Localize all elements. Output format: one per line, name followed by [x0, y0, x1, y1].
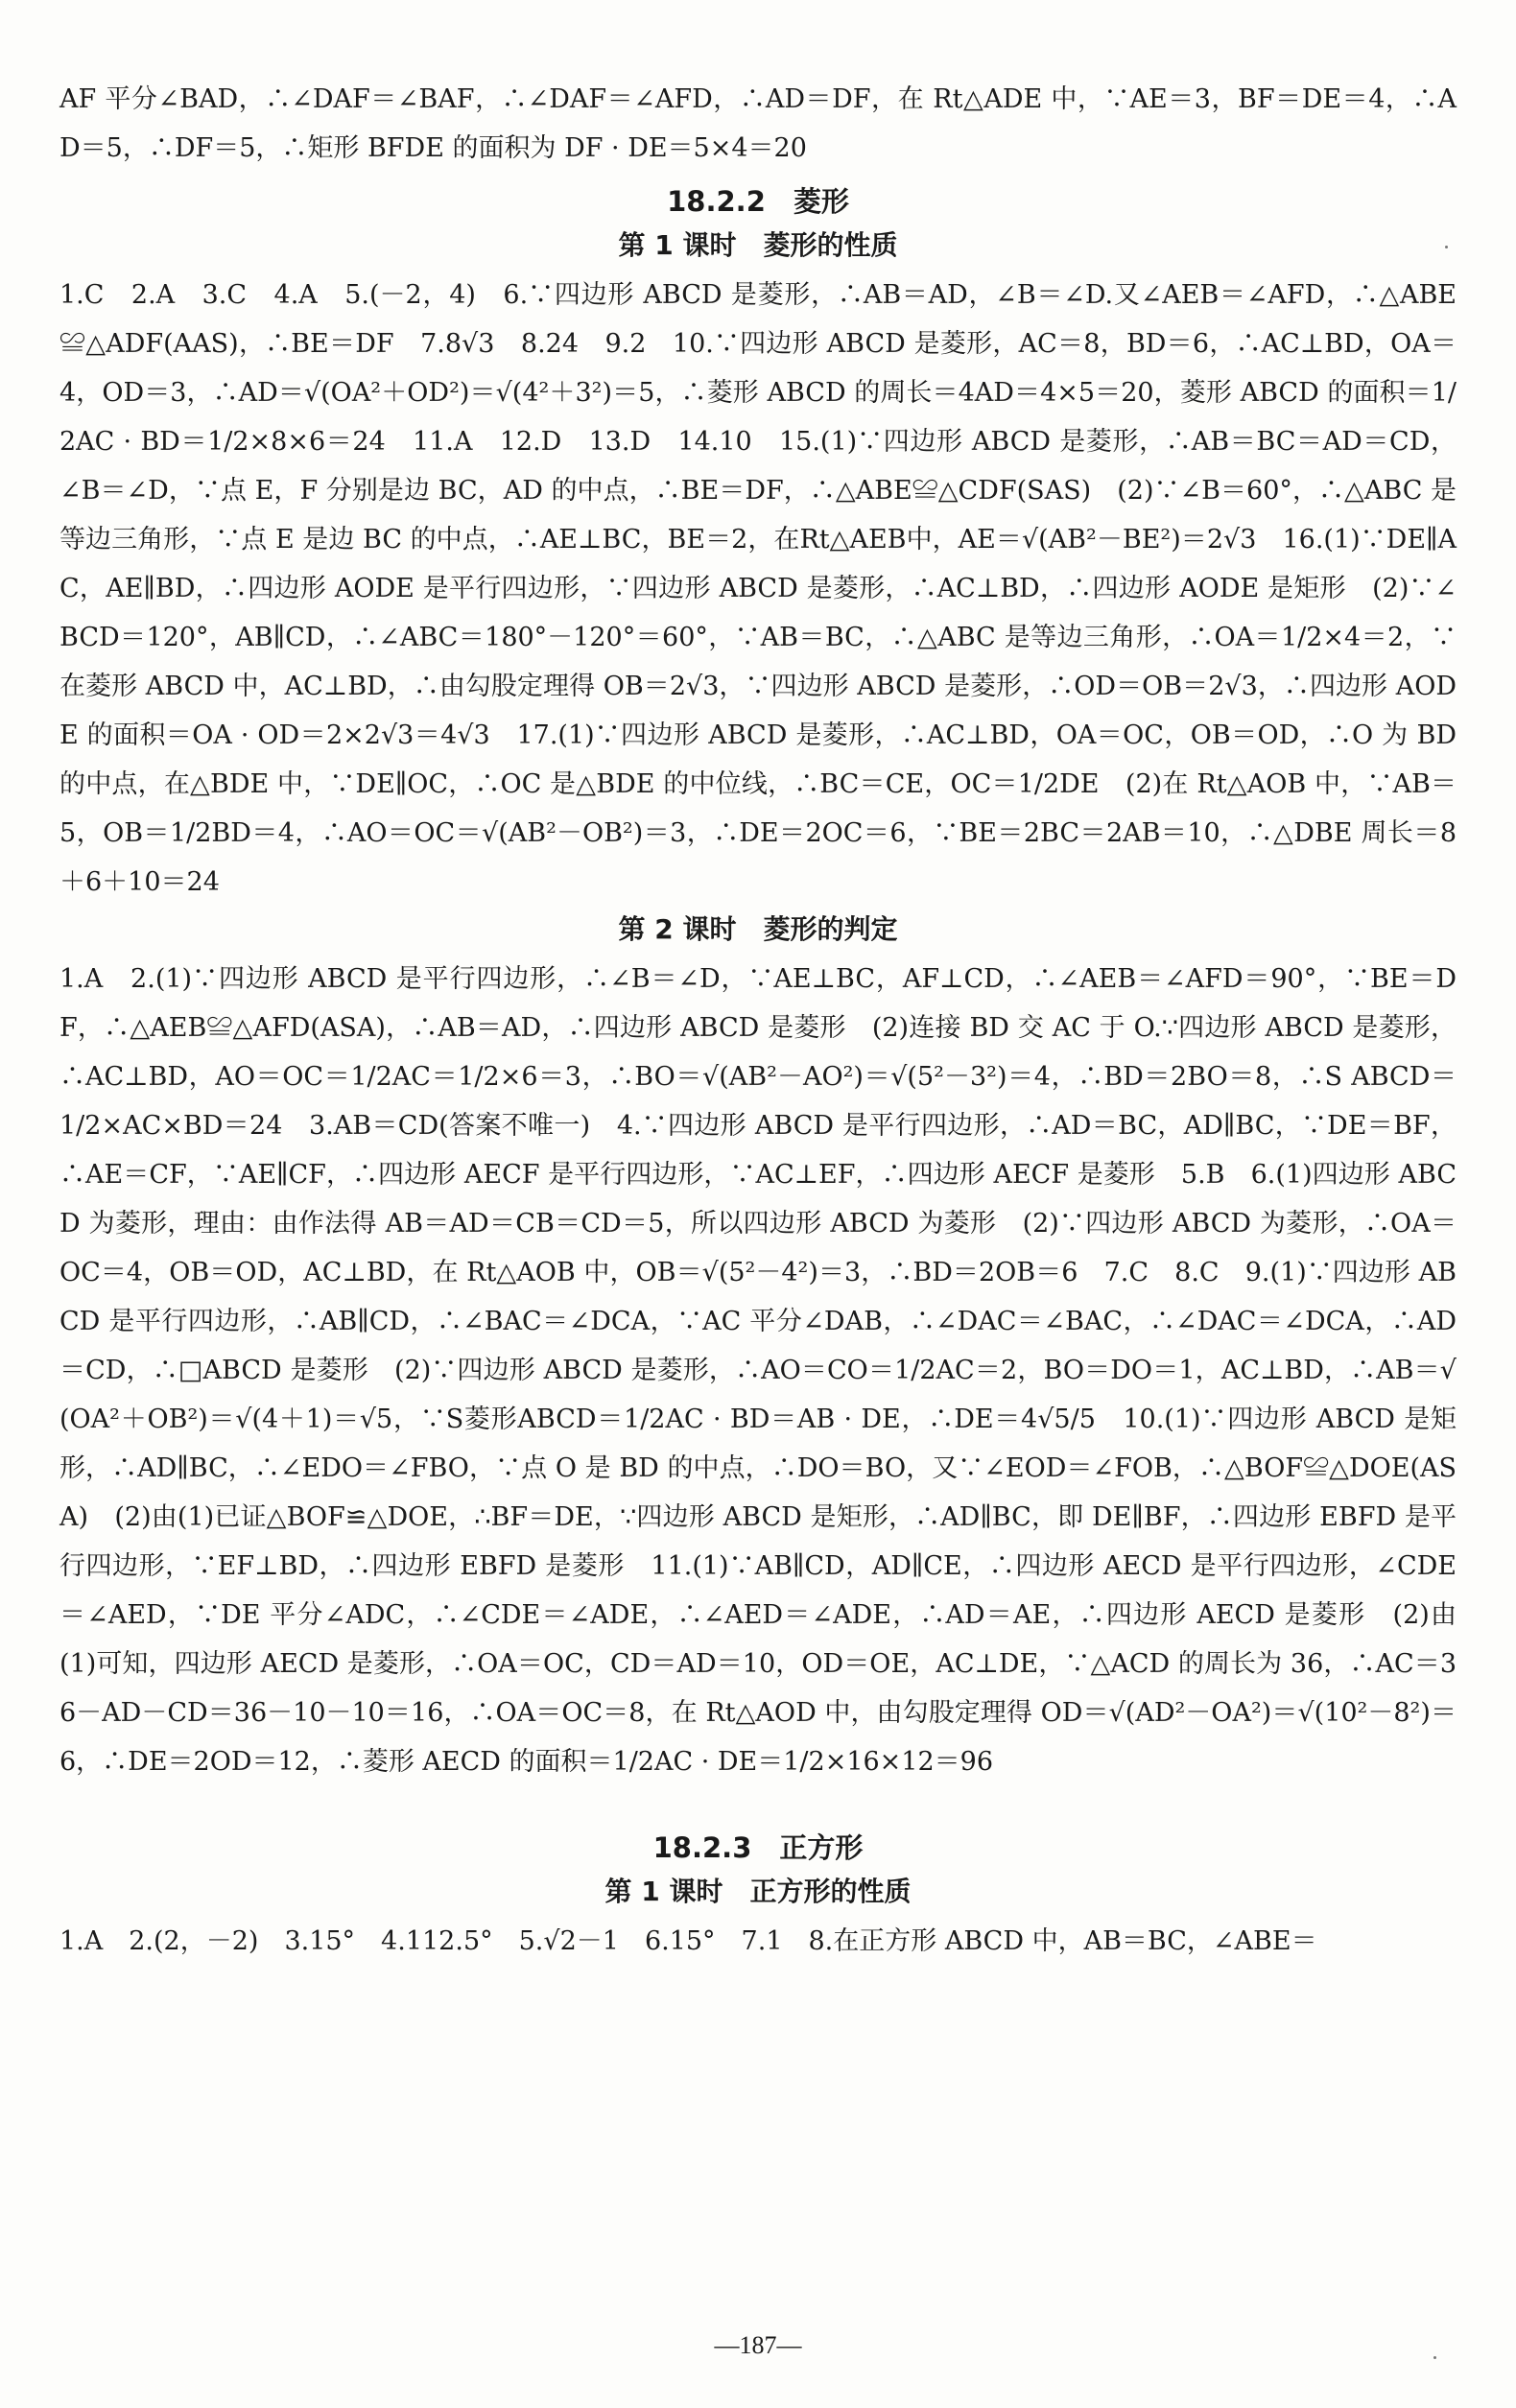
section-spacer — [59, 1786, 1457, 1819]
intro-answer-block: AF 平分∠BAD，∴∠DAF＝∠BAF，∴∠DAF＝∠AFD，∴AD＝DF，在 Rt△ADE 中，∵AE＝3，BF＝DE＝4，∴AD＝5，∴DF＝5，∴矩形 BFDE 的面积为 DF · DE＝5×4＝20 — [59, 84, 1457, 163]
lesson-title-rhombus-criteria: 第 2 课时 菱形的判定 — [618, 913, 898, 945]
answers-rhombus-criteria: 1.A 2.(1)∵四边形 ABCD 是平行四边形，∴∠B＝∠D，∵AE⊥BC，AF⊥CD，∴∠AEB＝∠AFD＝90°，∵BE＝DF，∴△AEB≌△AFD(ASA)，∴AB＝AD，∴四边形 ABCD 是菱形 (2)连接 BD 交 AC 于 O.∵四边形 ABCD 是菱形，∴AC⊥BD，AO＝OC＝1/2AC＝1/2×6＝3，∴BO＝√(AB²－AO²)＝√(5²－3²)＝4，∴BD＝2BO＝8，∴S ABCD＝1/2×AC×BD＝24 3.AB＝CD(答案不唯一) 4.∵四边形 ABCD 是平行四边形，∴AD＝BC，AD∥BC，∵DE＝BF，∴AE＝CF，∵AE∥CF，∴四边形 AECF 是平行四边形，∵AC⊥EF，∴四边形 AECF 是菱形 5.B 6.(1)四边形 ABCD 为菱形，理由：由作法得 AB＝AD＝CB＝CD＝5，所以四边形 ABCD 为菱形 (2)∵四边形 ABCD 为菱形，∴OA＝OC＝4，OB＝OD，AC⊥BD，在 Rt△AOB 中，OB＝√(5²－4²)＝3，∴BD＝2OB＝6 7.C 8.C 9.(1)∵四边形 ABCD 是平行四边形，∴AB∥CD，∴∠BAC＝∠DCA，∵AC 平分∠DAB，∴∠DAC＝∠BAC，∴∠DAC＝∠DCA，∴AD＝CD，∴□ABCD 是菱形 (2)∵四边形 ABCD 是菱形，∴AO＝CO＝1/2AC＝2，BO＝DO＝1，AC⊥BD，∴AB＝√(OA²＋OB²)＝√(4＋1)＝√5，∵S菱形ABCD＝1/2AC · BD＝AB · DE，∴DE＝4√5/5 10.(1)∵四边形 ABCD 是矩形，∴AD∥BC，∴∠EDO＝∠FBO，∵点 O 是 BD 的中点，∴DO＝BO，又∵∠EOD＝∠FOB，∴△BOF≌△DOE(ASA) (2)由(1)已证△BOF≌△DOE，∴BF＝DE，∵四边形 ABCD 是矩形，∴AD∥BC，即 DE∥BF，∴四边形 EBFD 是平行四边形，∵EF⊥BD，∴四边形 EBFD 是菱形 11.(1)∵AB∥CD，AD∥CE，∴四边形 AECD 是平行四边形，∠CDE＝∠AED，∵DE 平分∠ADC，∴∠CDE＝∠ADE，∴∠AED＝∠ADE，∴AD＝AE，∴四边形 AECD 是菱形 (2)由(1)可知，四边形 AECD 是菱形，∴OA＝OC，CD＝AD＝10，OD＝OE，AC⊥DE，∵△ACD 的周长为 36，∴AC＝36－AD－CD＝36－10－10＝16，∴OA＝OC＝8，在 Rt△AOD 中，由勾股定理得 OD＝√(AD²－OA²)＝√(10²－8²)＝6，∴DE＝2OD＝12，∴菱形 AECD 的面积＝1/2AC · DE＝1/2×16×12＝96 — [59, 964, 1457, 1777]
section-title-18-2-3: 18.2.3 正方形 — [652, 1831, 864, 1864]
lesson-title-rhombus-properties: 第 1 课时 菱形的性质 — [618, 229, 898, 261]
page-number: —187— — [714, 2331, 802, 2359]
speck-mark — [1445, 246, 1448, 248]
section-title-18-2-2: 18.2.2 菱形 — [667, 185, 849, 218]
page-content — [59, 75, 1457, 1966]
answers-square-properties: 1.A 2.(2，－2) 3.15° 4.112.5° 5.√2－1 6.15° 7.1 8.在正方形 ABCD 中，AB＝BC，∠ABE＝ — [59, 1926, 1317, 1956]
answers-rhombus-properties: 1.C 2.A 3.C 4.A 5.(－2，4) 6.∵四边形 ABCD 是菱形，∴AB＝AD，∠B＝∠D.又∠AEB＝∠AFD，∴△ABE≌△ADF(AAS)，∴BE＝DF 7.8√3 8.24 9.2 10.∵四边形 ABCD 是菱形，AC＝8，BD＝6，∴AC⊥BD，OA＝4，OD＝3，∴AD＝√(OA²＋OD²)＝√(4²＋3²)＝5，∴菱形 ABCD 的周长＝4AD＝4×5＝20，菱形 ABCD 的面积＝1/2AC · BD＝1/2×8×6＝24 11.A 12.D 13.D 14.10 15.(1)∵四边形 ABCD 是菱形，∴AB＝BC＝AD＝CD，∠B＝∠D，∵点 E，F 分别是边 BC，AD 的中点，∴BE＝DF，∴△ABE≌△CDF(SAS) (2)∵∠B＝60°，∴△ABC 是等边三角形，∵点 E 是边 BC 的中点，∴AE⊥BC，BE＝2，在Rt△AEB中，AE＝√(AB²－BE²)＝2√3 16.(1)∵DE∥AC，AE∥BD，∴四边形 AODE 是平行四边形，∵四边形 ABCD 是菱形，∴AC⊥BD，∴四边形 AODE 是矩形 (2)∵∠BCD＝120°，AB∥CD，∴∠ABC＝180°－120°＝60°，∵AB＝BC，∴△ABC 是等边三角形，∴OA＝1/2×4＝2，∵在菱形 ABCD 中，AC⊥BD，∴由勾股定理得 OB＝2√3，∵四边形 ABCD 是菱形，∴OD＝OB＝2√3，∴四边形 AODE 的面积＝OA · OD＝2×2√3＝4√3 17.(1)∵四边形 ABCD 是菱形，∴AC⊥BD，OA＝OC，OB＝OD，∴O 为 BD 的中点，在△BDE 中，∵DE∥OC，∴OC 是△BDE 的中位线，∴BC＝CE，OC＝1/2DE (2)在 Rt△AOB 中，∵AB＝5，OB＝1/2BD＝4，∴AO＝OC＝√(AB²－OB²)＝3，∴DE＝2OC＝6，∵BE＝2BC＝2AB＝10，∴△DBE 周长＝8＋6＋10＝24 — [59, 280, 1457, 897]
speck-mark — [1433, 2356, 1436, 2359]
lesson-title-square-properties: 第 1 课时 正方形的性质 — [604, 1876, 912, 1907]
